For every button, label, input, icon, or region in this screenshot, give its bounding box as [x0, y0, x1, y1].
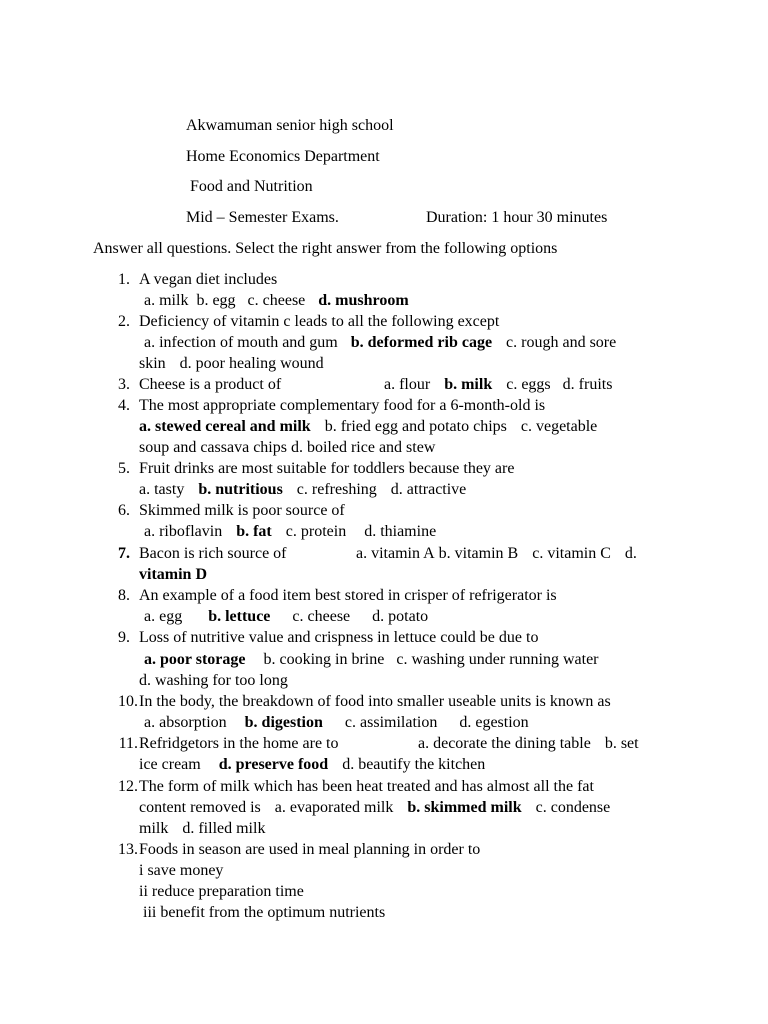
question-stem: In the body, the breakdown of food into smaller useable units is known as — [139, 693, 611, 710]
question-stem: Deficiency of vitamin c leads to all the following except — [139, 313, 500, 330]
instructions: Answer all questions. Select the right answer from the following options — [93, 240, 558, 257]
option-a: a. decorate the dining table — [418, 735, 591, 752]
question-number: 9. — [118, 629, 130, 646]
subject-name: Food and Nutrition — [190, 178, 313, 195]
question-number: 11. — [118, 735, 138, 752]
option-b: b. cooking in brine — [263, 651, 385, 668]
option-c: c. refreshing — [296, 481, 377, 498]
option-b-answer: b. deformed rib cage — [350, 334, 493, 351]
question-options — [384, 375, 612, 395]
option-c: c. protein — [285, 523, 347, 540]
option-a: a. infection of mouth and gum — [144, 334, 338, 351]
question-stem: The form of milk which has been heat treated and has almost all the fat — [139, 778, 594, 795]
option-b-answer: b. fat — [236, 523, 272, 540]
option-c: c. assimilation — [344, 714, 438, 731]
question-number: 1. — [118, 271, 130, 288]
question-options-cont — [139, 755, 485, 775]
option-d-answer: d. mushroom — [318, 292, 409, 309]
option-c-cont: milk — [139, 820, 169, 837]
option-a: a. evaporated milk — [274, 799, 394, 816]
department-name: Home Economics Department — [186, 148, 380, 165]
question-stem: Cheese is a product of — [139, 376, 282, 393]
option-b: b. vitamin B — [438, 545, 519, 562]
option-b-answer: b. lettuce — [208, 608, 271, 625]
list-item: ii reduce preparation time — [139, 883, 304, 900]
question-stem: Foods in season are used in meal planning in order to — [139, 841, 481, 858]
option-b-cont: ice cream — [139, 756, 201, 773]
school-name: Akwamuman senior high school — [186, 117, 394, 134]
option-c: c. condense — [535, 799, 611, 816]
exam-title: Mid – Semester Exams. — [186, 209, 339, 226]
option-b: b. egg — [196, 292, 236, 309]
question-number: 10. — [118, 693, 138, 710]
question-options — [144, 291, 409, 311]
question-number: 2. — [118, 313, 130, 330]
option-a-answer: a. poor storage — [144, 651, 246, 668]
question-stem: Bacon is rich source of — [139, 545, 287, 562]
option-c: c. rough and sore — [506, 334, 617, 351]
option-d: d. thiamine — [364, 523, 437, 540]
option-c: c. eggs — [506, 376, 551, 393]
option-d: d. attractive — [390, 481, 467, 498]
option-b-answer: b. nutritious — [198, 481, 283, 498]
option-a: a. flour — [384, 376, 431, 393]
question-options-cont — [139, 438, 435, 458]
question-stem: Loss of nutritive value and crispness in lettuce could be due to — [139, 629, 539, 646]
question-number: 5. — [118, 460, 130, 477]
option-c: c. vitamin C — [532, 545, 611, 562]
option-c: c. vegetable — [520, 418, 598, 435]
question-options — [139, 798, 610, 818]
option-a-answer: a. stewed cereal and milk — [139, 418, 311, 435]
option-b: b. set — [604, 735, 639, 752]
question-stem: An example of a food item best stored in crisper of refrigerator is — [139, 587, 557, 604]
option-d: d. fruits — [562, 376, 613, 393]
option-a: a. absorption — [144, 714, 227, 731]
option-d-answer: vitamin D — [139, 566, 207, 583]
question-options — [144, 650, 599, 670]
question-stem: The most appropriate complementary food for a 6-month-old is — [139, 397, 546, 414]
list-item: i save money — [139, 862, 224, 879]
option-d: d. egestion — [459, 714, 529, 731]
question-options — [356, 544, 637, 564]
option-a: a. milk — [144, 292, 189, 309]
question-options-cont — [139, 354, 324, 374]
question-options — [144, 713, 529, 733]
list-item: iii benefit from the optimum nutrients — [139, 904, 386, 921]
question-options — [144, 522, 436, 542]
option-d: d. poor healing wound — [179, 355, 324, 372]
question-number: 3. — [118, 376, 130, 393]
question-number: 4. — [118, 397, 130, 414]
question-stem: Refridgetors in the home are to — [139, 735, 339, 752]
option-d: d. washing for too long — [139, 672, 288, 689]
option-a: a. egg — [144, 608, 183, 625]
option-b-answer: b. skimmed milk — [407, 799, 522, 816]
exam-duration: Duration: 1 hour 30 minutes — [426, 209, 608, 226]
option-a: a. vitamin A — [356, 545, 435, 562]
question-number: 7. — [118, 545, 130, 562]
option-d: d. beautify the kitchen — [342, 756, 486, 773]
option-c: c. washing under running water — [396, 651, 599, 668]
option-d: d. filled milk — [182, 820, 266, 837]
question-options — [144, 333, 616, 353]
option-c: c. cheese — [247, 292, 306, 309]
option-c: c. cheese — [292, 608, 351, 625]
option-b: b. fried egg and potato chips — [324, 418, 507, 435]
question-options — [418, 734, 639, 754]
question-options-cont — [139, 819, 265, 839]
option-d: d. potato — [372, 608, 429, 625]
option-d-answer: d. preserve food — [218, 756, 329, 773]
option-c-cont: skin — [139, 355, 166, 372]
question-number: 6. — [118, 502, 130, 519]
option-b-answer: b. digestion — [244, 714, 323, 731]
question-number: 13. — [118, 841, 138, 858]
question-stem-cont: content removed is — [139, 799, 261, 816]
question-number: 8. — [118, 587, 130, 604]
question-options — [144, 607, 428, 627]
question-options — [139, 480, 466, 500]
question-number: 12. — [118, 778, 138, 795]
option-a: a. tasty — [139, 481, 185, 498]
option-b-answer: b. milk — [444, 376, 493, 393]
question-stem: Skimmed milk is poor source of — [139, 502, 345, 519]
question-options — [139, 417, 597, 437]
option-a: a. riboflavin — [144, 523, 223, 540]
option-d: d. boiled rice and stew — [290, 439, 436, 456]
question-stem: Fruit drinks are most suitable for toddlers because they are — [139, 460, 515, 477]
option-c-cont: soup and cassava chips — [139, 439, 287, 456]
option-d: d. — [624, 545, 637, 562]
question-stem: A vegan diet includes — [139, 271, 278, 288]
